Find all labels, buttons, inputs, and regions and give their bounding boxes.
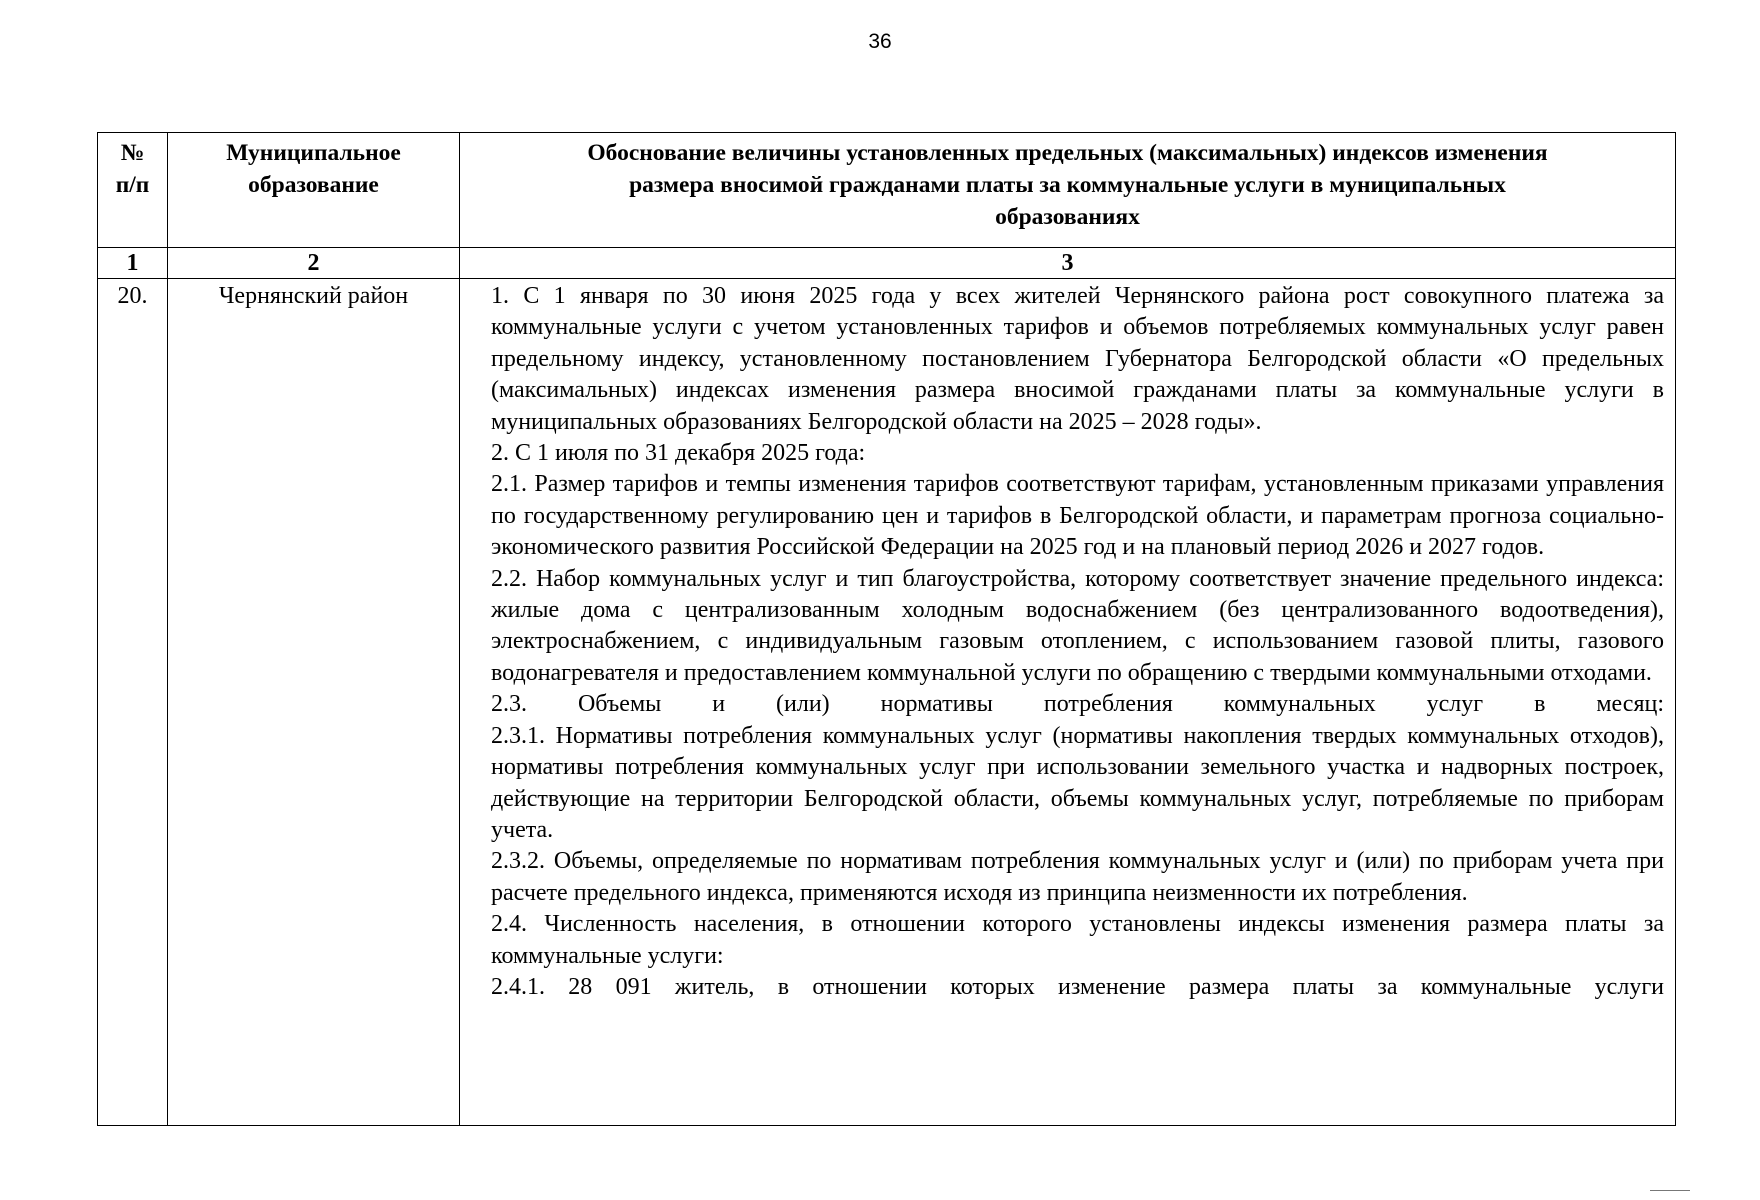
municipal-index-table (97, 132, 1676, 1126)
header-justification-line: Обоснование величины установленных предельных (максимальных) индексов изменения (587, 140, 1548, 166)
header-municipality (168, 133, 460, 248)
header-number-line: № (120, 140, 145, 166)
column-number-2: 2 (168, 248, 460, 279)
header-justification-line: размера вносимой гражданами платы за коммунальные услуги в муниципальных (629, 172, 1506, 198)
header-justification-line: образованиях (995, 204, 1140, 230)
column-number-1: 1 (98, 248, 168, 279)
paragraph-2-2: 2.2. Набор коммунальных услуг и тип благоустройства, которому соответствует значение предельного индекса: жилые дома с централизованным холодным водоснабжением (без централизованного водоотведения), электроснабжением, с индивидуальным газовым отоплением, с использованием газовой плиты, газового водонагревателя и предоставлением коммунальной услуги по обращению с твердыми коммунальными отходами. (491, 565, 1664, 686)
paragraph-2-4: 2.4. Численность населения, в отношении которого установлены индексы изменения размера платы за коммунальные услуги: (491, 911, 1664, 969)
header-justification (460, 133, 1676, 248)
table-row (98, 279, 1676, 1126)
paragraph-2-4-1: 2.4.1. 28 091 житель, в отношении которых изменение размера платы за коммунальные услуги (491, 973, 1664, 1000)
column-number-row (98, 248, 1676, 279)
column-number-3: 3 (460, 248, 1676, 279)
paragraph-2-1: 2.1. Размер тарифов и темпы изменения тарифов соответствуют тарифам, установленным приказами управления по государственному регулированию цен и тарифов в Белгородской области, и параметрам прогноза социально-экономического развития Российской Федерации на 2025 год и на плановый период 2026 и 2027 годов. (491, 471, 1664, 561)
paragraph-2-3-1: 2.3.1. Нормативы потребления коммунальных услуг (нормативы накопления твердых коммунальных отходов), нормативы потребления коммунальных услуг при использовании земельного участка и надворных построек, действующие на территории Белгородской области, объемы коммунальных услуг, потребляемые по приборам учета. (491, 722, 1664, 843)
row-justification (460, 279, 1676, 1126)
paragraph-1: 1. С 1 января по 30 июня 2025 года у всех жителей Чернянского района рост совокупного платежа за коммунальные услуги с учетом установленных тарифов и объемов потребляемых коммунальных услуг равен предельному индексу, установленному постановлением Губернатора Белгородской области «О предельных (максимальных) индексах изменения размера вносимой гражданами платы за коммунальные услуги в муниципальных образованиях Белгородской области на 2025 – 2028 годы». (491, 283, 1664, 435)
paragraph-2-3-2: 2.3.2. Объемы, определяемые по нормативам потребления коммунальных услуг и (или) по приборам учета при расчете предельного индекса, применяются исходя из принципа неизменности их потребления. (491, 848, 1664, 906)
table-header-row (98, 133, 1676, 248)
header-municipality-line: Муниципальное (226, 140, 401, 166)
header-municipality-line: образование (248, 172, 379, 198)
paragraph-2: 2. С 1 июля по 31 декабря 2025 года: (491, 440, 866, 467)
paragraph-2-3: 2.3. Объемы и (или) нормативы потребления коммунальных услуг в месяц: (491, 691, 1664, 718)
row-municipality: Чернянский район (168, 279, 460, 1126)
page-number: 36 (868, 30, 892, 53)
header-number-line: п/п (115, 172, 150, 198)
row-number: 20. (98, 279, 168, 1126)
scan-artifact-line (1650, 1190, 1690, 1191)
header-number (98, 133, 168, 248)
